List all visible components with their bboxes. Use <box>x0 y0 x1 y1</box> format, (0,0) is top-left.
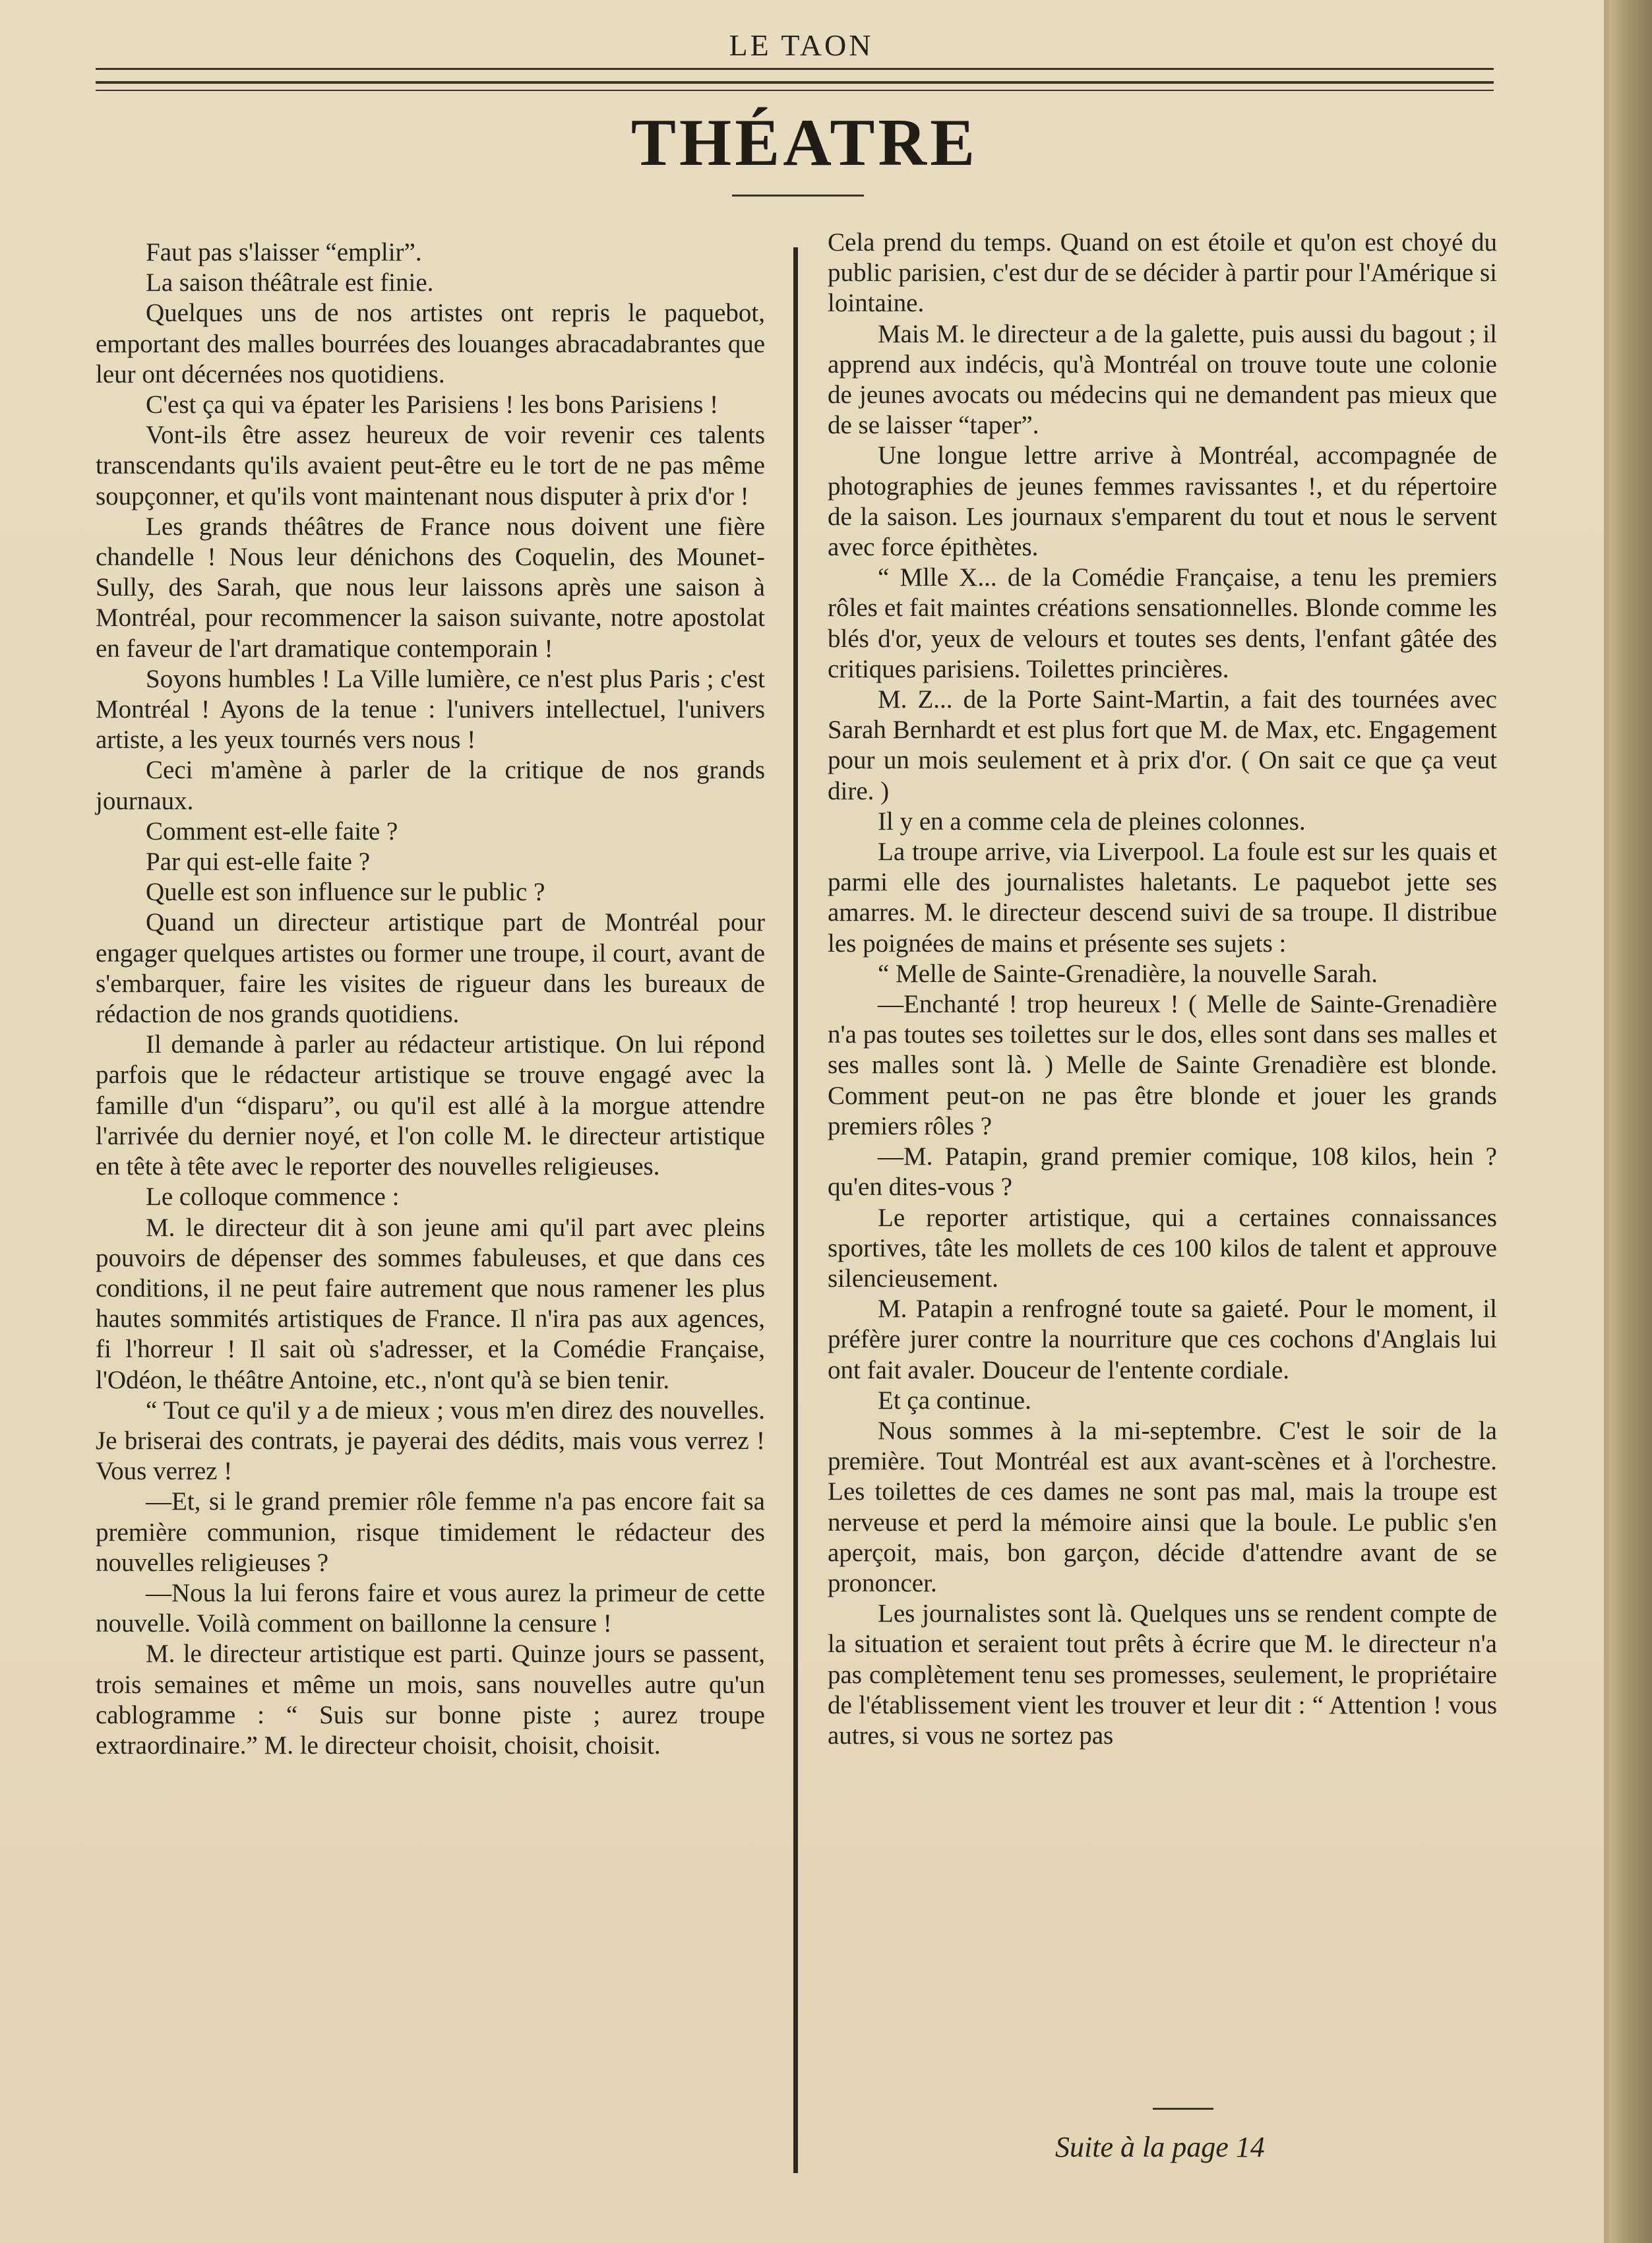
left-column <box>96 237 765 1761</box>
paragraph: “ Tout ce qu'il y a de mieux ; vous m'en direz des nouvelles. Je briserai des contrats, je payerai des dédits, mais vous verrez ! Vous verrez ! <box>96 1396 765 1486</box>
journal-header: LE TAON <box>729 28 874 62</box>
right-column <box>828 228 1497 1751</box>
title-rule <box>732 195 864 197</box>
paragraph: Et ça continue. <box>878 1386 1031 1415</box>
paragraph: Comment est-elle faite ? <box>146 816 398 845</box>
paragraph: Quelques uns de nos artistes ont repris le paquebot, emportant des malles bourrées des louanges abracadabrantes que leur ont décernées nos quotidiens. <box>96 299 765 388</box>
paragraph: La troupe arrive, via Liverpool. La foule est sur les quais et parmi elle des journalistes haletants. Le paquebot jette ses amarres. M. le directeur descend suivi de sa troupe. Il distribue les poignées de mains et présente ses sujets : <box>828 838 1497 958</box>
paragraph: —Enchanté ! trop heureux ! ( Melle de Sainte-Grenadière n'a pas toutes ses toilettes sur le dos, elles sont dans ses malles et ses malles sont là. ) Melle de Sainte Grenadière est blonde. Comment peut-on ne pas être blonde et jouer les grands premiers rôles ? <box>828 990 1497 1140</box>
paragraph: M. le directeur dit à son jeune ami qu'il part avec pleins pouvoirs de dépenser des sommes fabuleuses, et que dans ces conditions, il ne peut faire autrement que nous ramener les plus hautes sommités artistiques de France. Il n'ira pas aux agences, fi l'horreur ! Il sait où s'adresser, et la Comédie Française, l'Odéon, le théâtre Antoine, etc., n'ont qu'à se bien tenir. <box>96 1213 765 1394</box>
header-rule <box>96 81 1494 84</box>
paragraph: Les grands théâtres de France nous doivent une fière chandelle ! Nous leur dénichons des Coquelin, des Mounet-Sully, des Sarah, que nous leur laissons après une saison à Montréal, pour recommencer la saison suivante, notre apostolat en faveur de l'art dramatique contemporain ! <box>96 512 765 663</box>
paragraph: Il demande à parler au rédacteur artistique. On lui répond parfois que le rédacteur artistique se trouve engagé avec la famille d'un “disparu”, ou qu'il est allé à la morgue attendre l'arrivée du dernier noyé, et l'on colle M. le directeur artistique en tête à tête avec le reporter des nouvelles religieuses. <box>96 1030 765 1181</box>
paragraph: Les journalistes sont là. Quelques uns se rendent compte de la situation et seraient tout prêts à écrire que M. le directeur n'a pas complètement tenu ses promesses, seulement, le propriétaire de l'établissement vient les trouver et leur dit : “ Attention ! vous autres, si vous ne sortez pas <box>828 1599 1497 1750</box>
paragraph: Soyons humbles ! La Ville lumière, ce n'est plus Paris ; c'est Montréal ! Ayons de la tenue : l'univers intellectuel, l'univers artiste, a les yeux tournés vers nous ! <box>96 664 765 754</box>
paragraph: Nous sommes à la mi-septembre. C'est le soir de la première. Tout Montréal est aux avant-scènes et à l'orchestre. Les toilettes de ces dames ne sont pas mal, mais la troupe est nerveuse et perd la mémoire ainsi que la boule. Le public s'en aperçoit, mais, bon garçon, décide d'attendre avant de se prononcer. <box>828 1416 1497 1597</box>
paragraph: C'est ça qui va épater les Parisiens ! les bons Parisiens ! <box>146 390 719 419</box>
paragraph: “ Melle de Sainte-Grenadière, la nouvelle Sarah. <box>878 959 1378 988</box>
paragraph: La saison théâtrale est finie. <box>146 268 434 297</box>
paragraph: Il y en a comme cela de pleines colonnes. <box>878 807 1306 836</box>
header-rule <box>96 90 1494 91</box>
footer-rule <box>1153 2108 1213 2110</box>
column-divider <box>793 247 798 2173</box>
paragraph: Mais M. le directeur a de la galette, puis aussi du bagout ; il apprend aux indécis, qu'à Montréal on trouve toute une colonie de jeunes avocats ou médecins qui ne demandent pas mieux que de se laisser “taper”. <box>828 319 1497 440</box>
paragraph: “ Mlle X... de la Comédie Française, a tenu les premiers rôles et fait maintes créations sensationnelles. Blonde comme les blés d'or, yeux de velours et toutes ses dents, l'enfant gâtée des critiques parisiens. Toilettes princières. <box>828 563 1497 683</box>
continuation-note: Suite à la page 14 <box>1055 2131 1265 2163</box>
header-rule <box>96 68 1494 70</box>
article-title: THÉATRE <box>630 106 979 180</box>
paragraph: —Nous la lui ferons faire et vous aurez la primeur de cette nouvelle. Voilà comment on baillonne la censure ! <box>96 1578 765 1638</box>
paragraph: Quand un directeur artistique part de Montréal pour engager quelques artistes ou former une troupe, il court, avant de s'embarquer, faire les visites de rigueur dans les bureaux de rédaction de nos grands quotidiens. <box>96 908 765 1029</box>
paragraph: M. Z... de la Porte Saint-Martin, a fait des tournées avec Sarah Bernhardt et est plus fort que M. de Max, etc. Engagement pour un mois seulement et à prix d'or. ( On sait ce que ça veut dire. ) <box>828 685 1497 805</box>
paragraph: Par qui est-elle faite ? <box>146 847 371 876</box>
paragraph: Ceci m'amène à parler de la critique de nos grands journaux. <box>96 756 765 815</box>
paragraph: Cela prend du temps. Quand on est étoile et qu'on est choyé du public parisien, c'est dur de se décider à partir pour l'Amérique si lointaine. <box>828 228 1497 318</box>
paragraph: Faut pas s'laisser “emplir”. <box>146 238 422 266</box>
paragraph: Le colloque commence : <box>146 1183 400 1212</box>
paragraph: —Et, si le grand premier rôle femme n'a pas encore fait sa première communion, risque timidement le rédacteur des nouvelles religieuses ? <box>96 1487 765 1577</box>
paragraph: M. Patapin a renfrogné toute sa gaieté. Pour le moment, il préfère jurer contre la nourriture que ces cochons d'Anglais lui ont fait avaler. Douceur de l'entente cordiale. <box>828 1295 1497 1384</box>
paragraph: M. le directeur artistique est parti. Quinze jours se passent, trois semaines et même un mois, sans nouvelles autre qu'un cablogramme : “ Suis sur bonne piste ; aurez troupe extraordinaire.” M. le directeur choisit, choisit, choisit. <box>96 1640 765 1760</box>
paragraph: Le reporter artistique, qui a certaines connaissances sportives, tâte les mollets de ces 100 kilos de talent et approuve silencieusement. <box>828 1203 1497 1293</box>
book-spine <box>1609 0 1652 2243</box>
paragraph: Vont-ils être assez heureux de voir revenir ces talents transcendants qu'ils avaient peut-être eu le tort de ne pas même soupçonner, et qu'ils vont maintenant nous disputer à prix d'or ! <box>96 421 765 510</box>
page-edge <box>1604 0 1609 2243</box>
paragraph: —M. Patapin, grand premier comique, 108 kilos, hein ? qu'en dites-vous ? <box>828 1142 1497 1202</box>
paragraph: Une longue lettre arrive à Montréal, accompagnée de photographies de jeunes femmes ravissantes !, et du répertoire de la saison. Les journaux s'emparent du tout et nous le servent avec force épithètes. <box>828 441 1497 562</box>
paragraph: Quelle est son influence sur le public ? <box>146 878 545 907</box>
